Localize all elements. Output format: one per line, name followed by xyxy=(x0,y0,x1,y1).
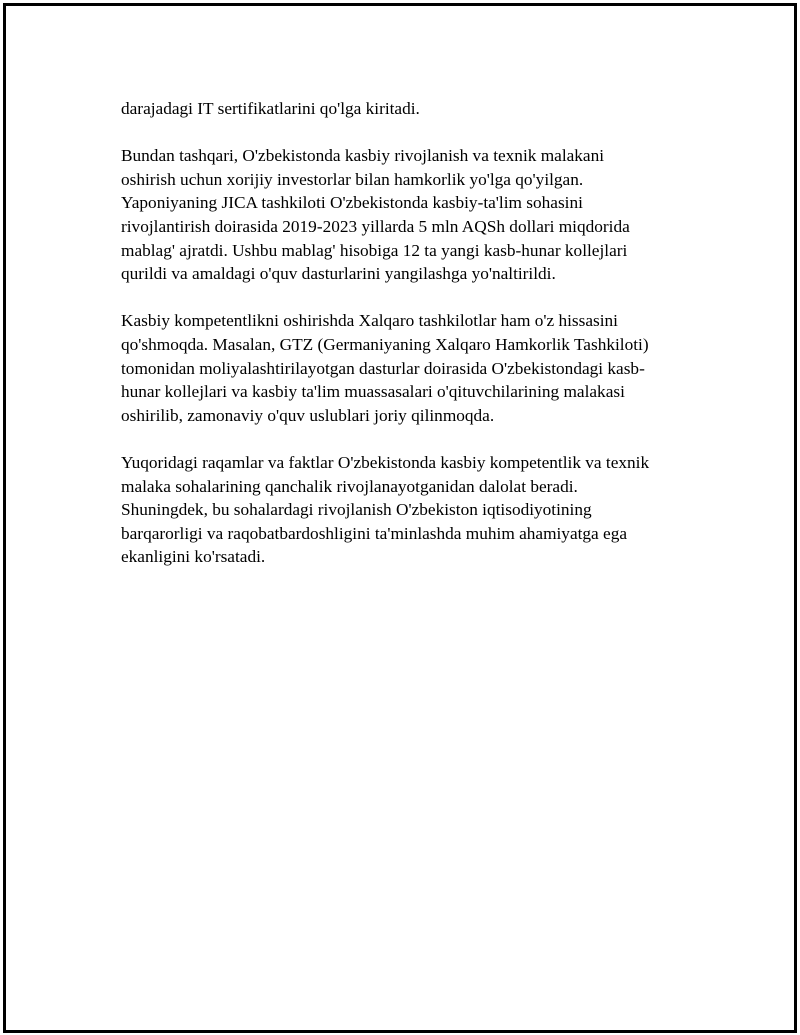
text-line: oshirilib, zamonaviy o'quv uslublari joriy qilinmoqda. xyxy=(121,405,495,425)
text-line: Yaponiyaning JICA tashkiloti O'zbekistonda kasbiy-ta'lim sohasini xyxy=(121,193,583,213)
text-line: Shuningdek, bu sohalardagi rivojlanish O'zbekiston iqtisodiyotining xyxy=(121,500,592,520)
text-line: darajadagi IT sertifikatlarini qo'lga kiritadi. xyxy=(121,99,420,118)
text-line: Kasbiy kompetentlikni oshirishda Xalqaro tashkilotlar ham o'z hissasini xyxy=(121,311,618,331)
text-line: qurildi va amaldagi o'quv dasturlarini yangilashga yo'naltirildi. xyxy=(121,264,556,284)
text-line: oshirish uchun xorijiy investorlar bilan hamkorlik yo'lga qo'yilgan. xyxy=(121,169,584,189)
paragraph xyxy=(121,309,696,427)
paragraph xyxy=(121,451,696,569)
document-page xyxy=(3,3,797,1033)
text-line: mablag' ajratdi. Ushbu mablag' hisobiga 12 ta yangi kasb-hunar kollejlari xyxy=(121,240,628,260)
paragraph xyxy=(121,97,696,121)
document-body xyxy=(121,97,696,592)
text-line: tomonidan moliyalashtirilayotgan dasturlar doirasida O'zbekistondagi kasb- xyxy=(121,358,645,378)
text-line: hunar kollejlari va kasbiy ta'lim muassasalari o'qituvchilarining malakasi xyxy=(121,382,625,402)
text-line: rivojlantirish doirasida 2019-2023 yillarda 5 mln AQSh dollari miqdorida xyxy=(121,216,630,236)
text-line: qo'shmoqda. Masalan, GTZ (Germaniyaning Xalqaro Hamkorlik Tashkiloti) xyxy=(121,334,649,354)
text-line: Yuqoridagi raqamlar va faktlar O'zbekistonda kasbiy kompetentlik va texnik xyxy=(121,452,650,472)
paragraph xyxy=(121,144,696,286)
text-line: ekanligini ko'rsatadi. xyxy=(121,547,266,567)
text-line: Bundan tashqari, O'zbekistonda kasbiy rivojlanish va texnik malakani xyxy=(121,146,605,166)
text-line: malaka sohalarining qanchalik rivojlanayotganidan dalolat beradi. xyxy=(121,476,578,496)
text-line: barqarorligi va raqobatbardoshligini ta'minlashda muhim ahamiyatga ega xyxy=(121,523,628,543)
